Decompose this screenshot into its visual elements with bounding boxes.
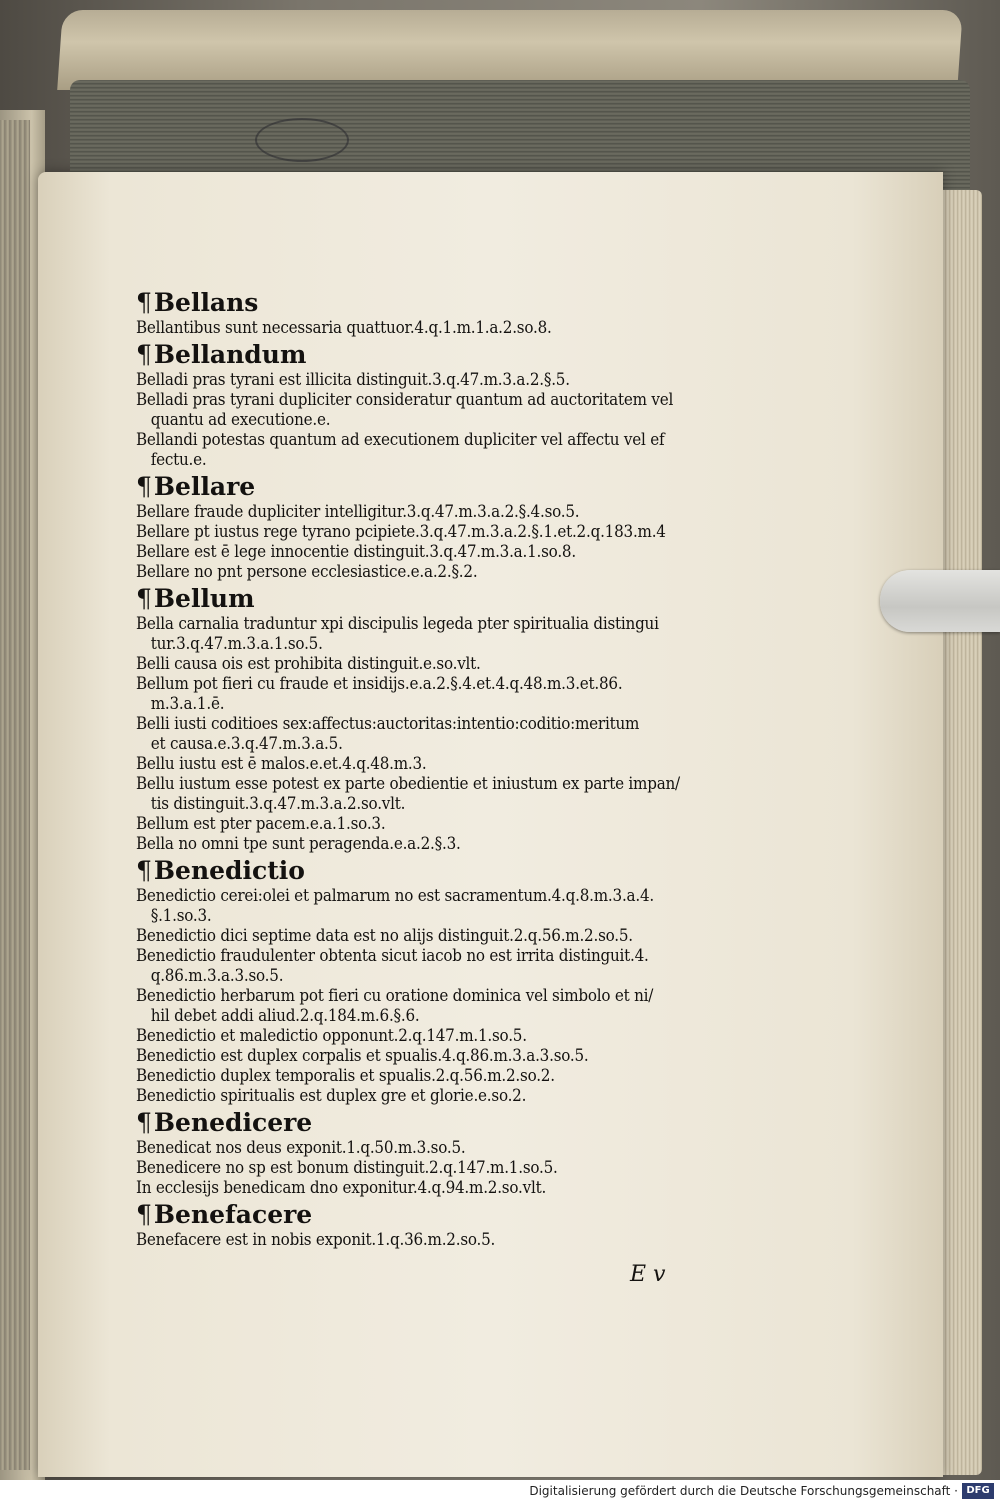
index-entry: Bellare no pnt persone ecclesiastice.e.a.2.§.2. — [136, 562, 478, 581]
section-heading — [136, 288, 776, 318]
section-heading — [136, 340, 776, 370]
index-entry: Bellu iustum esse potest ex parte obedientie et iniustum ex parte impan/ — [136, 774, 680, 793]
library-stamp — [255, 118, 349, 162]
footer-credit: Digitalisierung gefördert durch die Deutsche Forschungsgemeinschaft · — [529, 1484, 958, 1498]
section-heading — [136, 1108, 776, 1138]
spine-edge — [0, 120, 30, 1470]
index-entry: Benedictio spiritualis est duplex gre et glorie.e.so.2. — [136, 1086, 527, 1105]
paragraph-mark-icon: ¶ — [136, 472, 152, 501]
paragraph-mark-icon: ¶ — [136, 856, 152, 885]
section-heading-text: Bellare — [153, 472, 256, 501]
index-entry: Bellandi potestas quantum ad executionem dupliciter vel affectu vel ef — [136, 430, 665, 449]
paragraph-mark-icon: ¶ — [136, 1200, 152, 1229]
section-heading-text: Bellans — [153, 288, 259, 317]
book-cover-top — [57, 10, 963, 90]
index-entry: Belladi pras tyrani dupliciter consideratur quantum ad auctoritatem vel — [136, 390, 674, 409]
index-entry: Benedictio cerei:olei et palmarum no est sacramentum.4.q.8.m.3.a.4. — [136, 886, 654, 905]
index-entry: §.1.so.3. — [150, 906, 212, 925]
index-entry: Bella carnalia traduntur xpi discipulis legeda pter spiritualia distingui — [136, 614, 659, 633]
index-entry: Belladi pras tyrani est illicita distinguit.3.q.47.m.3.a.2.§.5. — [136, 370, 570, 389]
paragraph-mark-icon: ¶ — [136, 340, 152, 369]
index-entry: hil debet addi aliud.2.q.184.m.6.§.6. — [150, 1006, 420, 1025]
section-heading — [136, 856, 776, 886]
index-text — [136, 286, 776, 1250]
index-entry: Belli iusti coditioes sex:affectus:auctoritas:intentio:coditio:meritum — [136, 714, 640, 733]
index-entry: Benedictio herbarum pot fieri cu oratione dominica vel simbolo et ni/ — [136, 986, 654, 1005]
index-entry: Benedictio est duplex corpalis et spualis.4.q.86.m.3.a.3.so.5. — [136, 1046, 589, 1065]
paragraph-mark-icon: ¶ — [136, 584, 152, 613]
index-entry: tis distinguit.3.q.47.m.3.a.2.so.vlt. — [150, 794, 406, 813]
index-entry: quantu ad executione.e. — [150, 410, 331, 429]
section-heading — [136, 584, 776, 614]
section-heading-text: Benefacere — [153, 1200, 313, 1229]
index-entry: m.3.a.1.ē. — [150, 694, 225, 713]
index-entry: Benedictio fraudulenter obtenta sicut iacob no est irrita distinguit.4. — [136, 946, 649, 965]
index-entry: Bellum est pter pacem.e.a.1.so.3. — [136, 814, 386, 833]
footer-bar — [0, 1480, 1000, 1503]
section-heading — [136, 472, 776, 502]
index-entry: In ecclesijs benedicam dno exponitur.4.q.94.m.2.so.vlt. — [136, 1178, 547, 1197]
signature-mark: E v — [630, 1262, 666, 1287]
paragraph-mark-icon: ¶ — [136, 288, 152, 317]
section-heading-text: Benedicere — [153, 1108, 313, 1137]
index-entry: Bellare pt iustus rege tyrano pcipiete.3.q.47.m.3.a.2.§.1.et.2.q.183.m.4 — [136, 522, 666, 541]
paragraph-mark-icon: ¶ — [136, 1108, 152, 1137]
section-heading-text: Bellandum — [153, 340, 307, 369]
index-entry: Belli causa ois est prohibita distinguit.e.so.vlt. — [136, 654, 481, 673]
index-entry: fectu.e. — [150, 450, 207, 469]
index-entry: Bellantibus sunt necessaria quattuor.4.q.1.m.1.a.2.so.8. — [136, 318, 552, 337]
index-entry: Benedicat nos deus exponit.1.q.50.m.3.so.5. — [136, 1138, 466, 1157]
index-entry: Benefacere est in nobis exponit.1.q.36.m.2.so.5. — [136, 1230, 496, 1249]
index-entry: Benedictio dici septime data est no alijs distinguit.2.q.56.m.2.so.5. — [136, 926, 633, 945]
index-entry: Benedicere no sp est bonum distinguit.2.q.147.m.1.so.5. — [136, 1158, 558, 1177]
index-entry: Bellum pot fieri cu fraude et insidijs.e.a.2.§.4.et.4.q.48.m.3.et.86. — [136, 674, 623, 693]
index-entry: et causa.e.3.q.47.m.3.a.5. — [150, 734, 343, 753]
index-entry: Benedictio duplex temporalis et spualis.2.q.56.m.2.so.2. — [136, 1066, 555, 1085]
section-heading — [136, 1200, 776, 1230]
index-entry: Bella no omni tpe sunt peragenda.e.a.2.§.3. — [136, 834, 461, 853]
index-entry: Bellu iustu est ē malos.e.et.4.q.48.m.3. — [136, 754, 427, 773]
index-entry: Bellare fraude dupliciter intelligitur.3.q.47.m.3.a.2.§.4.so.5. — [136, 502, 580, 521]
index-entry: Bellare est ē lege innocentie distinguit.3.q.47.m.3.a.1.so.8. — [136, 542, 576, 561]
section-heading-text: Benedictio — [153, 856, 305, 885]
section-heading-text: Bellum — [153, 584, 255, 613]
index-entry: q.86.m.3.a.3.so.5. — [150, 966, 284, 985]
dfg-logo: DFG — [962, 1483, 994, 1499]
page-clip — [880, 570, 1000, 632]
index-entry: Benedictio et maledictio opponunt.2.q.147.m.1.so.5. — [136, 1026, 527, 1045]
index-entry: tur.3.q.47.m.3.a.1.so.5. — [150, 634, 323, 653]
